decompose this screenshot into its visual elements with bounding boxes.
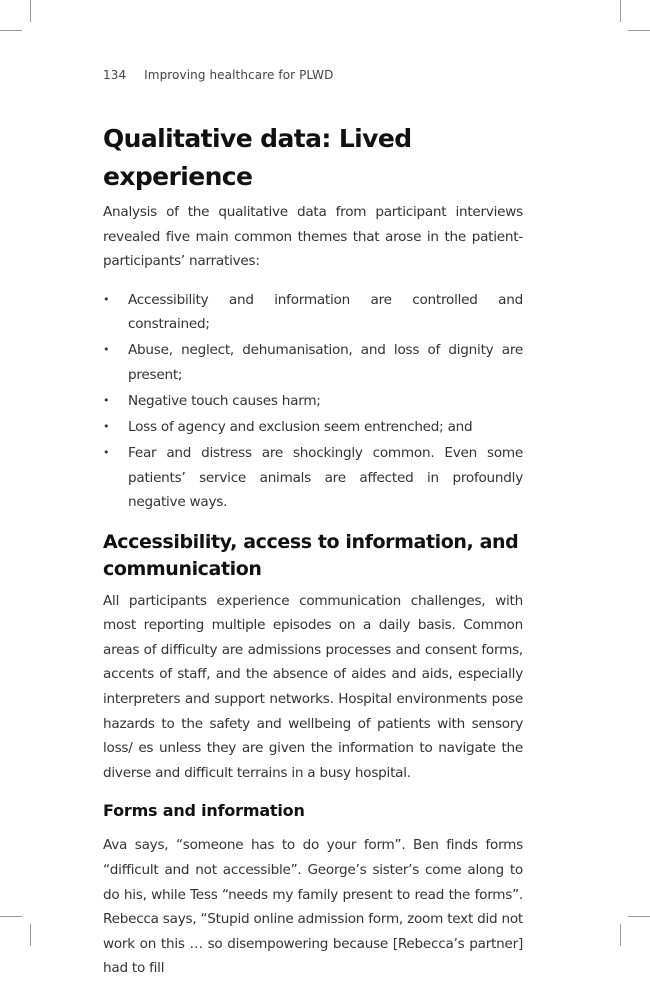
running-head-title: Improving healthcare for PLWD	[144, 68, 334, 82]
bullet-icon: •	[103, 292, 110, 306]
crop-mark-top-left	[30, 0, 31, 22]
bullet-icon: •	[103, 445, 110, 459]
theme-text: Accessibility and information are controlled and constrained;	[128, 291, 523, 333]
bullet-icon: •	[103, 343, 110, 357]
subsection-paragraph: Ava says, “someone has to do your form”. Ben finds forms “difficult and not accessible”. George’s sister’s come along to do his, while Tess “needs my family present to read the forms”. Rebecca says, “Stupid online admission form, zoom text did not work on this … so disempowering because [Rebecca’s partner] had to fill	[103, 837, 523, 977]
theme-text: Loss of agency and exclusion seem entrenched; and	[128, 418, 473, 435]
theme-item	[103, 338, 523, 387]
crop-mark-bottom-left	[30, 924, 31, 946]
theme-text: Abuse, neglect, dehumanisation, and loss of dignity are present;	[128, 342, 523, 383]
theme-item	[103, 389, 523, 414]
themes-list	[103, 288, 523, 515]
crop-mark-top-right	[620, 0, 621, 22]
crop-mark-bottom-right-h	[628, 916, 650, 917]
bullet-icon: •	[103, 393, 110, 407]
crop-mark-top-left-h	[0, 30, 22, 31]
section-heading: Accessibility, access to information, and communication	[103, 530, 519, 580]
crop-mark-bottom-left-h	[0, 916, 22, 917]
intro-paragraph: Analysis of the qualitative data from participant interviews revealed five main common themes that arose in the patient-participants’ narratives:	[103, 204, 523, 270]
subsection-heading: Forms and information	[103, 801, 305, 821]
main-heading: Qualitative data: Lived experience	[103, 124, 412, 191]
theme-item	[103, 415, 523, 440]
theme-text: Fear and distress are shockingly common. Even some patients’ service animals are affected in profoundly negative ways.	[128, 444, 523, 511]
theme-item	[103, 288, 523, 337]
crop-mark-top-right-h	[628, 30, 650, 31]
theme-text: Negative touch causes harm;	[128, 392, 321, 409]
bullet-icon: •	[103, 419, 110, 433]
crop-mark-bottom-right	[620, 924, 621, 946]
theme-item	[103, 441, 523, 515]
section-paragraph: All participants experience communication challenges, with most reporting multiple episodes on a daily basis. Common areas of difficulty are admissions processes and consent forms, accents of staff, and the absence of aides and aids, especially interpreters and support networks. Hospital environments pose hazards to the safety and wellbeing of patients with sensory loss/ es unless they are given the information to navigate the diverse and difficult terrains in a busy hospital.	[103, 592, 523, 781]
page-number: 134	[103, 68, 127, 82]
page-body	[103, 120, 523, 981]
running-head	[103, 68, 333, 82]
